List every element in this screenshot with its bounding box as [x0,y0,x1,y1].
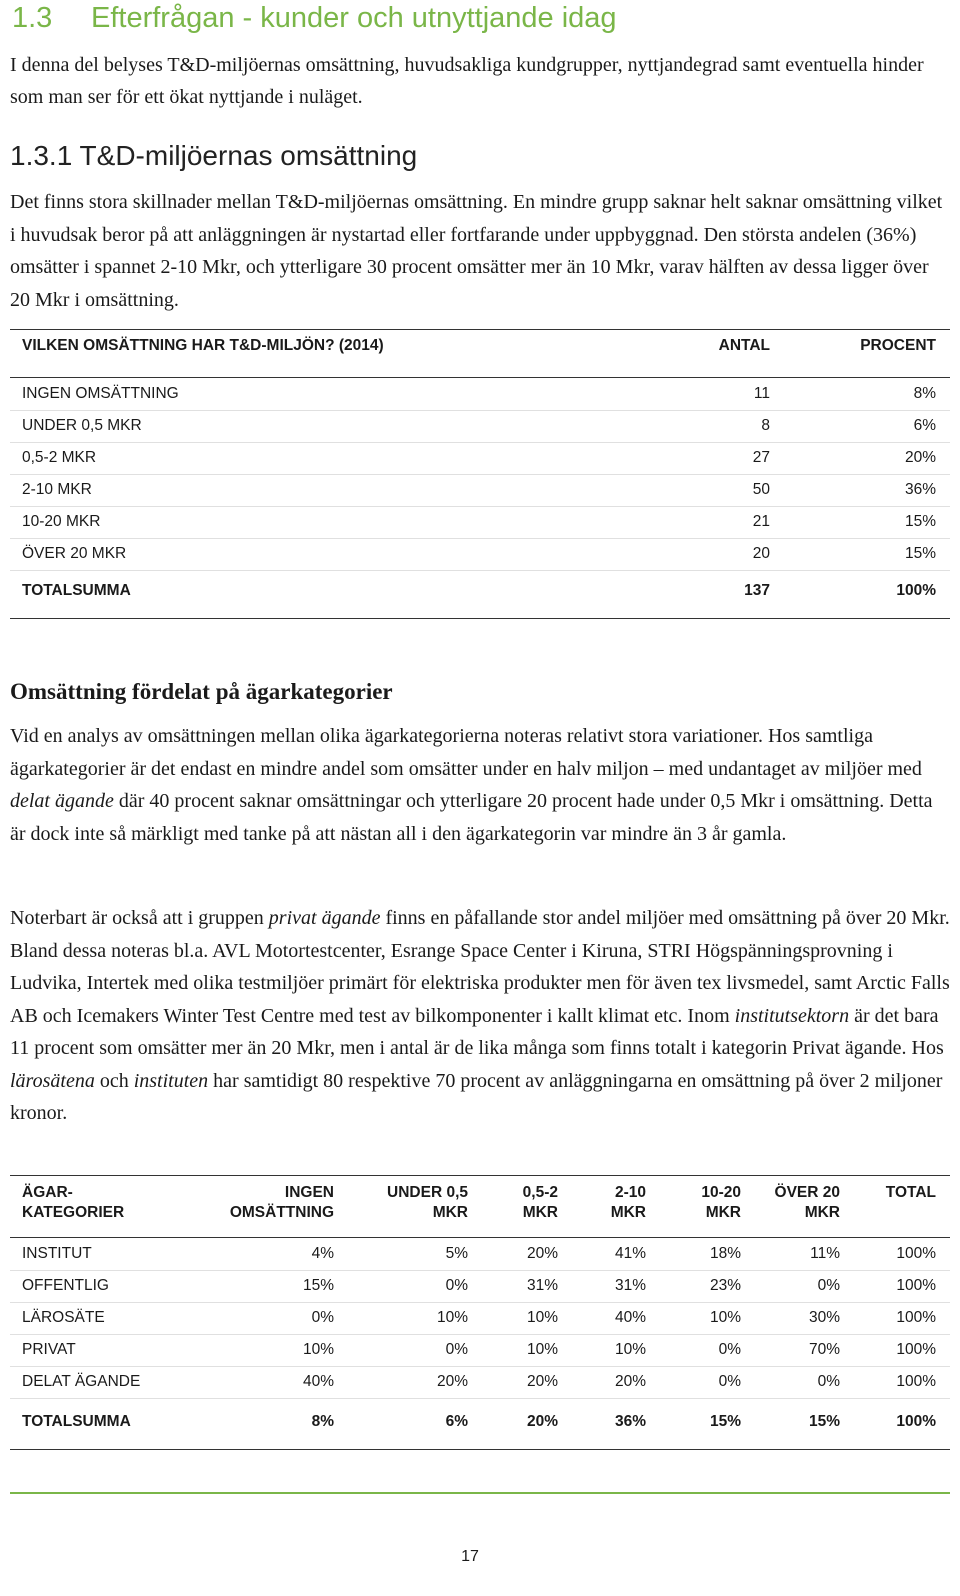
emphasis: institutsektorn [734,1004,850,1027]
text-run: finns en påfallande stor andel miljöer med omsättning på över 20 Mkr. Bland dessa noteras bl.a. AVL Motortestcenter, Esrange Space Center i Kiruna, STRI Högspänningsprovning i Ludvika, Intertek med olika testmiljöer primärt för elektriska produkter men för även tex livsmedel, samt Arctic Falls AB och Icemakers Winter Test Centre med test av bilkomponenter i kallt klimat etc. Inom [10,907,950,1027]
table-row [10,1366,950,1399]
row-cell: 40% [302,1373,334,1390]
column-header-line: ÖVER 20 [774,1184,840,1201]
table2-top-rule [10,1175,950,1176]
text-run: har samtidigt 80 respektive 70 procent av anläggningarna en omsättning på över 2 miljoner kronor. [10,1069,943,1124]
row-cell: 15% [302,1277,334,1294]
column-header-line: MKR [705,1204,741,1221]
row-cell: 31% [614,1277,646,1294]
emphasis: privat ägande [268,907,381,929]
row-antal: 11 [753,385,770,402]
row-cell: 20% [526,1245,558,1262]
total-cell: 8% [311,1413,334,1430]
column-header-line: OMSÄTTNING [229,1204,334,1221]
row-cell: 10% [302,1341,334,1358]
emphasis: delat ägande [10,790,114,812]
section-title: Efterfrågan - kunder och utnyttjande idag [91,2,617,34]
column-header-line: 2-10 [614,1184,646,1201]
row-cell: 20% [614,1373,646,1390]
row-label: UNDER 0,5 MKR [22,417,142,434]
column-header-line: MKR [522,1204,558,1221]
row-cell: 0% [445,1341,468,1358]
column-header-line: UNDER 0,5 [387,1184,468,1201]
row-cell: 0% [718,1373,741,1390]
row-cell: 100% [896,1245,936,1262]
header-antal: ANTAL [718,337,770,354]
row-label: 0,5-2 MKR [22,449,97,466]
column-header-line: ÄGAR- [22,1184,73,1201]
row-cell: 10% [526,1309,558,1326]
column-header [886,1183,936,1203]
row-label: PRIVAT [22,1341,76,1358]
subsection-paragraph [10,186,950,316]
text-run: Noterbart är också att i gruppen [10,907,269,929]
row-cell: 18% [709,1245,741,1262]
column-header-line: MKR [610,1204,646,1221]
row-procent: 15% [904,545,936,562]
table-top-rule [10,329,950,330]
row-cell: 100% [896,1277,936,1294]
table-row [10,410,950,443]
table-row [10,506,950,539]
section-heading [12,2,617,35]
column-header [230,1183,334,1223]
emphasis: lärosätena [10,1069,95,1092]
text-run: och [94,1069,134,1092]
row-antal: 8 [761,417,770,434]
row-cell: 0% [817,1277,840,1294]
subsection-heading: 1.3.1 T&D-miljöernas omsättning [10,140,418,171]
row-cell: 10% [526,1341,558,1358]
column-header [523,1183,558,1223]
row-antal: 21 [752,513,770,530]
table-row [10,442,950,475]
section-number: 1.3 [12,2,53,34]
row-antal: 20 [752,545,770,562]
row-procent: 36% [904,481,936,498]
text-run: Vid en analys av omsättningen mellan olika ägarkategorierna noteras relativt stora variationer. Hos samtliga ägarkategorier är det endast en mindre andel som omsätter under en halv miljon – med undantaget av miljöer med [10,725,922,780]
footer-divider [10,1492,950,1494]
row-procent: 20% [904,449,936,466]
row-cell: 100% [896,1341,936,1358]
total-cell: 36% [614,1413,646,1430]
total-cell: 100% [896,1413,936,1430]
subheading: Omsättning fördelat på ägarkategorier [10,679,393,704]
row-label: 10-20 MKR [22,513,101,530]
table-row [10,378,950,411]
text-run: där 40 procent saknar omsättningar och ytterligare 20 procent hade under 0,5 Mkr i omsättning. Detta är dock inte så märkligt med tanke på att nästan all i den ägarkategorin var mindre än 3 år gamla. [10,790,933,845]
row-cell: 100% [896,1309,936,1326]
row-cell: 41% [614,1245,646,1262]
column-header-line: MKR [432,1204,468,1221]
header-question: VILKEN OMSÄTTNING HAR T&D-MILJÖN? (2014) [22,337,384,354]
row-label: ÖVER 20 MKR [22,545,127,562]
total-antal: 137 [744,582,770,599]
row-cell: 23% [709,1277,741,1294]
column-header-line: TOTAL [885,1184,936,1201]
row-cell: 10% [436,1309,468,1326]
row-cell: 0% [445,1277,468,1294]
column-header [775,1183,840,1223]
row-label: OFFENTLIG [22,1277,109,1294]
row-antal: 27 [752,449,770,466]
row-procent: 6% [913,417,936,434]
column-header [611,1183,646,1223]
total-procent: 100% [896,582,936,599]
row-cell: 10% [614,1341,646,1358]
row-cell: 11% [810,1245,840,1262]
page-number: 17 [461,1548,479,1565]
row-cell: 30% [808,1309,840,1326]
table2-total-row [10,1401,950,1450]
row-label: INSTITUT [22,1245,92,1262]
row-procent: 8% [913,385,936,402]
total-cell: 15% [709,1413,741,1430]
table-row [10,474,950,507]
column-header-line: MKR [804,1204,840,1221]
row-cell: 10% [709,1309,741,1326]
table-row [10,1302,950,1335]
section-intro: I denna del belyses T&D-miljöernas omsättning, huvudsakliga kundgrupper, nyttjandegrad samt eventuella hinder som man ser för ett ökat nyttjande i nuläget. [10,54,924,108]
column-header [22,1183,124,1223]
row-cell: 31% [526,1277,558,1294]
total-cell: 15% [808,1413,840,1430]
column-header-line: 0,5-2 [522,1184,558,1201]
table-row [10,1238,950,1271]
analysis-paragraph [10,720,950,850]
emphasis: instituten [133,1069,209,1092]
row-cell: 70% [808,1341,840,1358]
table-row [10,538,950,571]
row-label: 2-10 MKR [22,481,92,498]
notable-paragraph [10,902,950,1130]
table-header-row [10,331,950,378]
row-antal: 50 [752,481,770,498]
row-cell: 0% [718,1341,741,1358]
table2-header-row [10,1183,950,1229]
column-header-line: KATEGORIER [22,1204,125,1221]
table-row [10,1334,950,1367]
table-total-row [10,570,950,619]
row-label: DELAT ÄGANDE [22,1373,141,1390]
total-cell: 20% [526,1413,558,1430]
table-row [10,1270,950,1303]
paragraph-lead: Det finns stora skillnader mellan T&D-miljöernas omsättning. [10,191,508,213]
row-cell: 40% [614,1309,646,1326]
row-cell: 5% [445,1245,468,1262]
total-label: TOTALSUMMA [22,582,131,599]
column-header [701,1183,741,1223]
paragraph-rest: En mindre grupp saknar helt saknar omsättning vilket i huvudsak beror på att anläggningen är nystartad eller fortfarande under uppbyggnad. Den största andelen (36%) omsätter i spannet 2-10 Mkr, och ytterligare 30 procent omsätter mer än 10 Mkr, varav hälften av dessa ligger över 20 Mkr i omsättning. [10,191,943,311]
row-cell: 20% [436,1373,468,1390]
total-label: TOTALSUMMA [22,1413,131,1430]
column-header-line: 10-20 [701,1184,741,1201]
row-cell: 0% [817,1373,840,1390]
row-cell: 4% [311,1245,334,1262]
column-header-line: INGEN [284,1184,334,1201]
text-run: är det bara 11 procent som omsätter mer än 20 Mkr, men i antal är de lika många som finns totalt i kategorin Privat ägande. Hos [10,1004,944,1059]
total-cell: 6% [445,1413,468,1430]
row-cell: 100% [896,1373,936,1390]
column-header [387,1183,468,1223]
row-cell: 0% [311,1309,334,1326]
row-cell: 20% [526,1373,558,1390]
row-label: INGEN OMSÄTTNING [22,385,179,402]
row-procent: 15% [904,513,936,530]
header-procent: PROCENT [860,337,936,354]
row-label: LÄROSÄTE [22,1309,105,1326]
